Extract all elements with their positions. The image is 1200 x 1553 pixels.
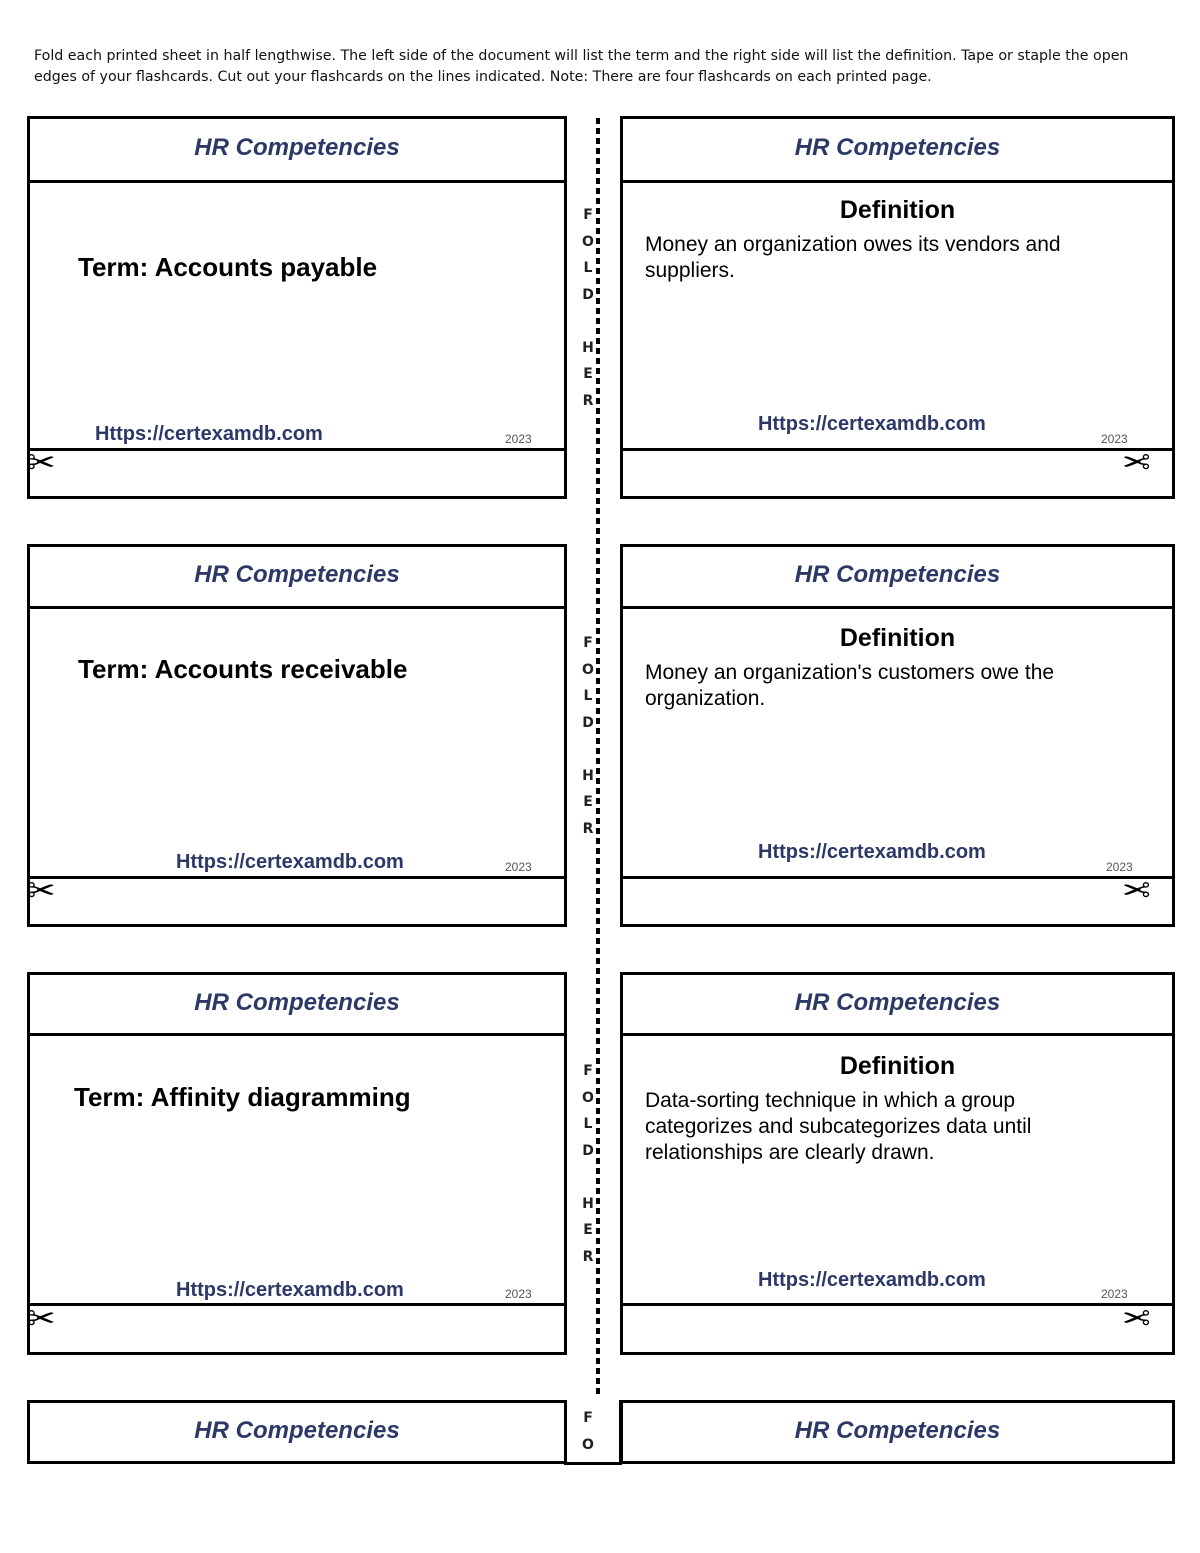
fold-here-label-3: F O L D H E R: [582, 1063, 594, 1265]
fold-line: [596, 118, 600, 1398]
card-2-front-divider: [27, 606, 567, 609]
card-4-front-header: HR Competencies: [194, 1417, 400, 1444]
scissors-icon: ✂: [1122, 872, 1151, 910]
card-3-back-year: 2023: [1101, 1287, 1128, 1301]
scissors-icon: ✂: [27, 1300, 56, 1338]
card-3-definition: Data-sorting technique in which a group categorizes and subcategorizes data until relationships are clearly drawn.: [645, 1089, 1032, 1164]
card-3-front-divider: [27, 1033, 567, 1036]
card-1-back-footer-line: [620, 448, 1175, 451]
card-3-back-header: HR Competencies: [794, 989, 1001, 1016]
scissors-icon: ✂: [1122, 1300, 1151, 1338]
card-1-back-header: HR Competencies: [794, 134, 1001, 161]
card-1-back-url: Https://certexamdb.com: [758, 413, 986, 435]
fold-here-label-1: F O L D H E R: [582, 207, 594, 409]
card-2-back-divider: [620, 606, 1175, 609]
card-3-back-url: Https://certexamdb.com: [758, 1269, 986, 1291]
card-3-back-divider: [620, 1033, 1175, 1036]
card-2-front-url: Https://certexamdb.com: [176, 851, 404, 873]
card-2-term: Term: Accounts receivable: [78, 654, 408, 684]
fold-here-label-2: F O L D H E R: [582, 635, 594, 837]
card-4-back-header: HR Competencies: [794, 1417, 1001, 1444]
card-4-spine-left: [564, 1400, 567, 1464]
card-1-front-divider: [27, 180, 567, 183]
card-3-definition-title: Definition: [839, 1052, 956, 1080]
card-1-back: [620, 116, 1175, 499]
card-3-front-year: 2023: [505, 1287, 532, 1301]
card-3-back-footer-line: [620, 1303, 1175, 1306]
card-1-definition: Money an organization owes its vendors and suppliers.: [645, 233, 1061, 282]
scissors-icon: ✂: [27, 872, 56, 910]
card-3-term: Term: Affinity diagramming: [74, 1082, 411, 1112]
scissors-icon: ✂: [1122, 444, 1151, 482]
card-2-back: [620, 544, 1175, 927]
card-4-spine-right: [619, 1400, 622, 1464]
card-2-front-footer-line: [27, 876, 567, 879]
card-2-back-year: 2023: [1106, 860, 1133, 874]
fold-here-label-4: F O: [582, 1410, 594, 1453]
card-3-front-url: Https://certexamdb.com: [176, 1279, 404, 1301]
scissors-icon: ✂: [27, 444, 56, 482]
card-1-front-url: Https://certexamdb.com: [95, 423, 323, 445]
instructions-text: Fold each printed sheet in half lengthwise. The left side of the document will list the term and the right side will list the definition. Tape or staple the open edges of your flashcards. Cut out your flashcards on the lines indicated. Note: There are four flashcards on each printed page.: [34, 48, 1129, 85]
card-2-front-year: 2023: [505, 860, 532, 874]
card-2-back-header: HR Competencies: [794, 561, 1001, 588]
card-2-definition: Money an organization's customers owe the organization.: [645, 661, 1055, 710]
card-1-back-divider: [620, 180, 1175, 183]
card-4-spine-bottom: [564, 1462, 622, 1465]
card-1-front-header: HR Competencies: [194, 134, 400, 161]
card-1-definition-title: Definition: [839, 196, 956, 224]
card-1-front-year: 2023: [505, 432, 532, 446]
card-1-term: Term: Accounts payable: [78, 252, 378, 282]
card-2-definition-title: Definition: [839, 624, 956, 652]
card-2-front-header: HR Competencies: [194, 561, 400, 588]
card-2-back-footer-line: [620, 876, 1175, 879]
card-3-front-footer-line: [27, 1303, 567, 1306]
card-3-front-header: HR Competencies: [194, 989, 400, 1016]
card-2-back-url: Https://certexamdb.com: [758, 841, 986, 863]
card-1-front-footer-line: [27, 448, 567, 451]
card-1-back-year: 2023: [1101, 432, 1128, 446]
